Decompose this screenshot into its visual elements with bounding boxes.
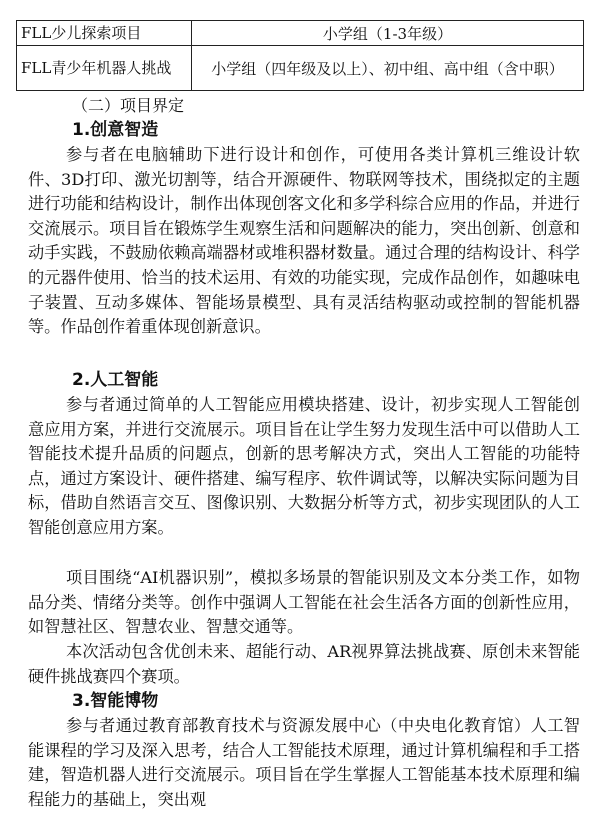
table-cell-project: FLL少儿探索项目 [17,21,192,46]
table-cell-groups: 小学组（四年级及以上）、初中组、高中组（含中职） [192,46,584,91]
paragraph: 项目围绕“AI机器识别”，模拟多场景的智能识别及文本分类工作，如物品分类、情绪分类等。创作中强调人工智能在社会生活各方面的创新性应用，如智慧社区、智慧农业、智慧交通等。 [28,568,580,637]
table-row [17,46,584,91]
table-cell-project: FLL青少年机器人挑战 [17,46,192,91]
table-cell-groups: 小学组（1-3年级） [192,21,584,46]
section-heading: 3.智能博物 [72,691,159,711]
paragraph: 参与者在电脑辅助下进行设计和创作，可使用各类计算机三维设计软件、3D打印、激光切割等，结合开源硬件、物联网等技术，围绕拟定的主题进行功能和结构设计，制作出体现创客文化和多学科综合应用的作品，并进行交流展示。项目旨在锻炼学生观察生活和问题解决的能力，突出创新、创意和动手实践，不鼓励依赖高端器材或堆积器材数量。通过合理的结构设计、科学的元器件使用、恰当的技术运用、有效的功能实现，完成作品创作，如趣味电子装置、互动多媒体、智能场景模型、具有灵活结构驱动或控制的智能机器等。作品创作着重体现创新意识。 [28,145,580,337]
section-heading: 2.人工智能 [72,370,159,390]
subheading-project-definition: （二）项目界定 [72,96,185,115]
paragraph: 参与者通过教育部教育技术与资源发展中心（中央电化教育馆）人工智能课程的学习及深入思考，结合人工智能技术原理，通过计算机编程和手工搭建，智造机器人进行交流展示。项目旨在学生掌握人工智能基本技术原理和编程能力的基础上，突出观 [28,716,580,809]
project-group-table [16,20,584,91]
table-row [17,21,584,46]
section-heading: 1.创意智造 [72,120,159,140]
paragraph: 本次活动包含优创未来、超能行动、AR视界算法挑战赛、原创未来智能硬件挑战赛四个赛项。 [28,642,580,686]
paragraph: 参与者通过简单的人工智能应用模块搭建、设计，初步实现人工智能创意应用方案，并进行交流展示。项目旨在让学生努力发现生活中可以借助人工智能技术提升品质的问题点，创新的思考解决方式，突出人工智能的功能特点，通过方案设计、硬件搭建、编写程序、软件调试等，以解决实际问题为目标，借助自然语言交互、图像识别、大数据分析等方式，初步实现团队的人工智能创意应用方案。 [28,395,580,537]
